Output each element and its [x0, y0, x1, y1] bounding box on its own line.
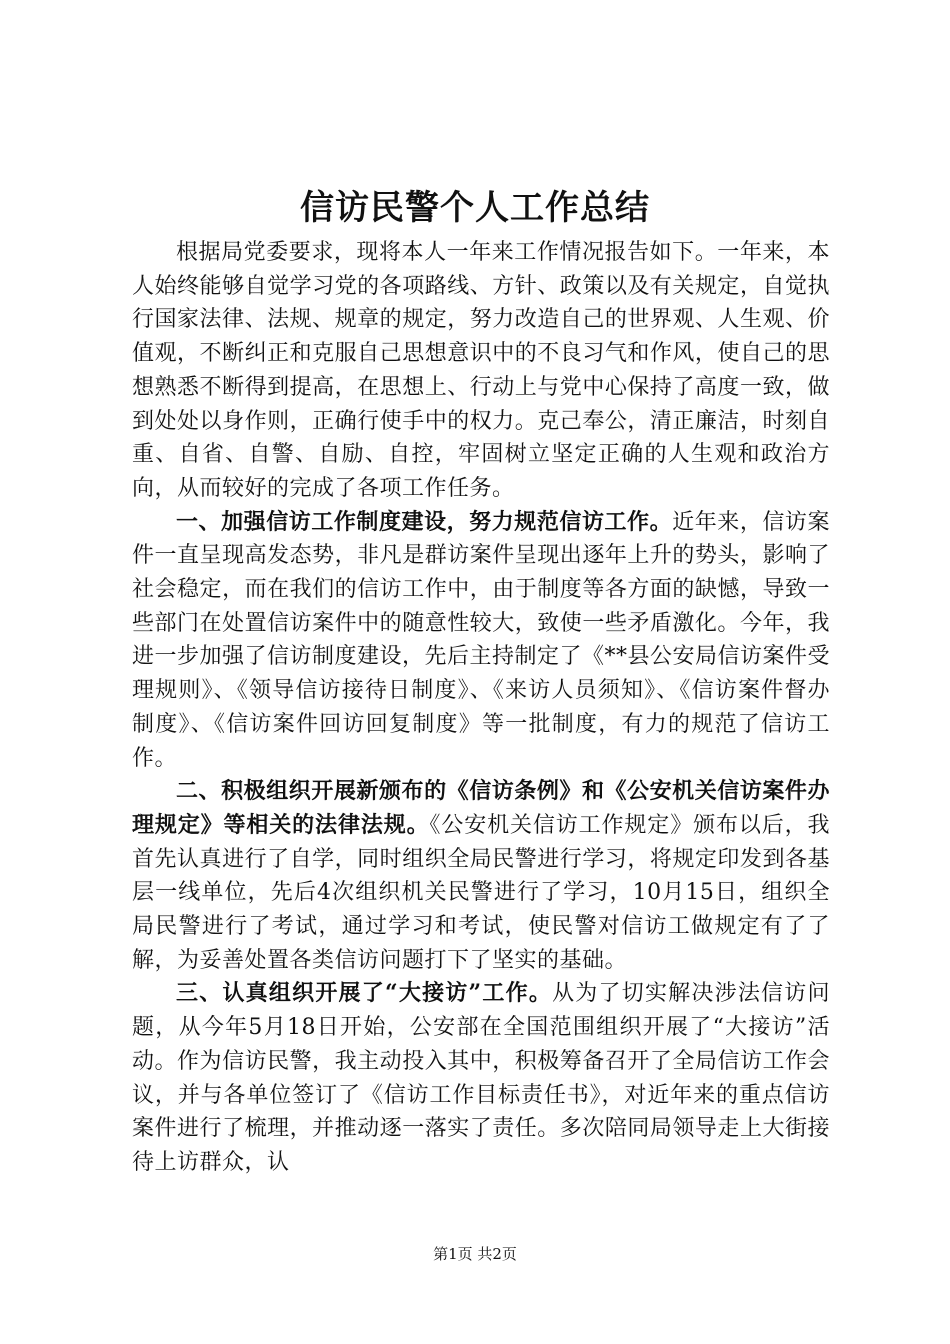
paragraph-section-2 [132, 775, 830, 977]
section-heading: 三、认真组织开展了“大接访”工作。 [176, 980, 553, 1007]
section-heading: 一、加强信访工作制度建设，努力规范信访工作。 [176, 508, 673, 535]
paragraph-text: 《公安机关信访工作规定》颁布以后，我首先认真进行了自学，同时组织全局民警进行学习，将规定印发到各基层一线单位，先后4次组织机关民警进行了学习，10月15日，组织全局民警进行了考试，通过学习和考试，使民警对信访工做规定有了了解，为妥善处置各类信访问题打下了坚实的基础。 [132, 812, 830, 973]
paragraph-text: 根据局党委要求，现将本人一年来工作情况报告如下。一年来，本人始终能够自觉学习党的各项路线、方针、政策以及有关规定，自觉执行国家法律、法规、规章的规定，努力改造自己的世界观、人生观、价值观，不断纠正和克服自己思想意识中的不良习气和作风，使自己的思想熟悉不断得到提高，在思想上、行动上与党中心保持了高度一致，做到处处以身作则，正确行使手中的权力。克己奉公，清正廉洁，时刻自重、自省、自警、自励、自控，牢固树立坚定正确的人生观和政治方向，从而较好的完成了各项工作任务。 [132, 240, 830, 501]
paragraph-section-3 [132, 977, 830, 1179]
section-heading: 二、积极组织开展新颁布的《信访条例》和《公安机关信访案件办理规定》等相关的法律法规。 [132, 778, 830, 838]
paragraph-text: 近年来，信访案件一直呈现高发态势，非凡是群访案件呈现出逐年上升的势头，影响了社会稳定，而在我们的信访工作中，由于制度等各方面的缺憾，导致一些部门在处置信访案件中的随意性较大，致使一些矛盾激化。今年，我进一步加强了信访制度建设，先后主持制定了《**县公安局信访案件受理规则》、《领导信访接待日制度》、《来访人员须知》、《信访案件督办制度》、《信访案件回访回复制度》等一批制度，有力的规范了信访工作。 [132, 509, 831, 771]
paragraph-section-1 [132, 506, 830, 776]
paragraph-intro [132, 236, 830, 506]
page-footer: 第1页 共2页 [433, 1245, 517, 1263]
document-body [132, 236, 830, 1180]
paragraph-text: 从为了切实解决涉法信访问题，从今年5月18日开始，公安部在全国范围组织开展了“大接访”活动。作为信访民警，我主动投入其中，积极筹备召开了全局信访工作会议，并与各单位签订了《信访工作目标责任书》，对近年来的重点信访案件进行了梳理，并推动逐一落实了责任。多次陪同局领导走上大街接待上访群众，认 [132, 981, 830, 1175]
document-title: 信访民警个人工作总结 [300, 188, 650, 228]
